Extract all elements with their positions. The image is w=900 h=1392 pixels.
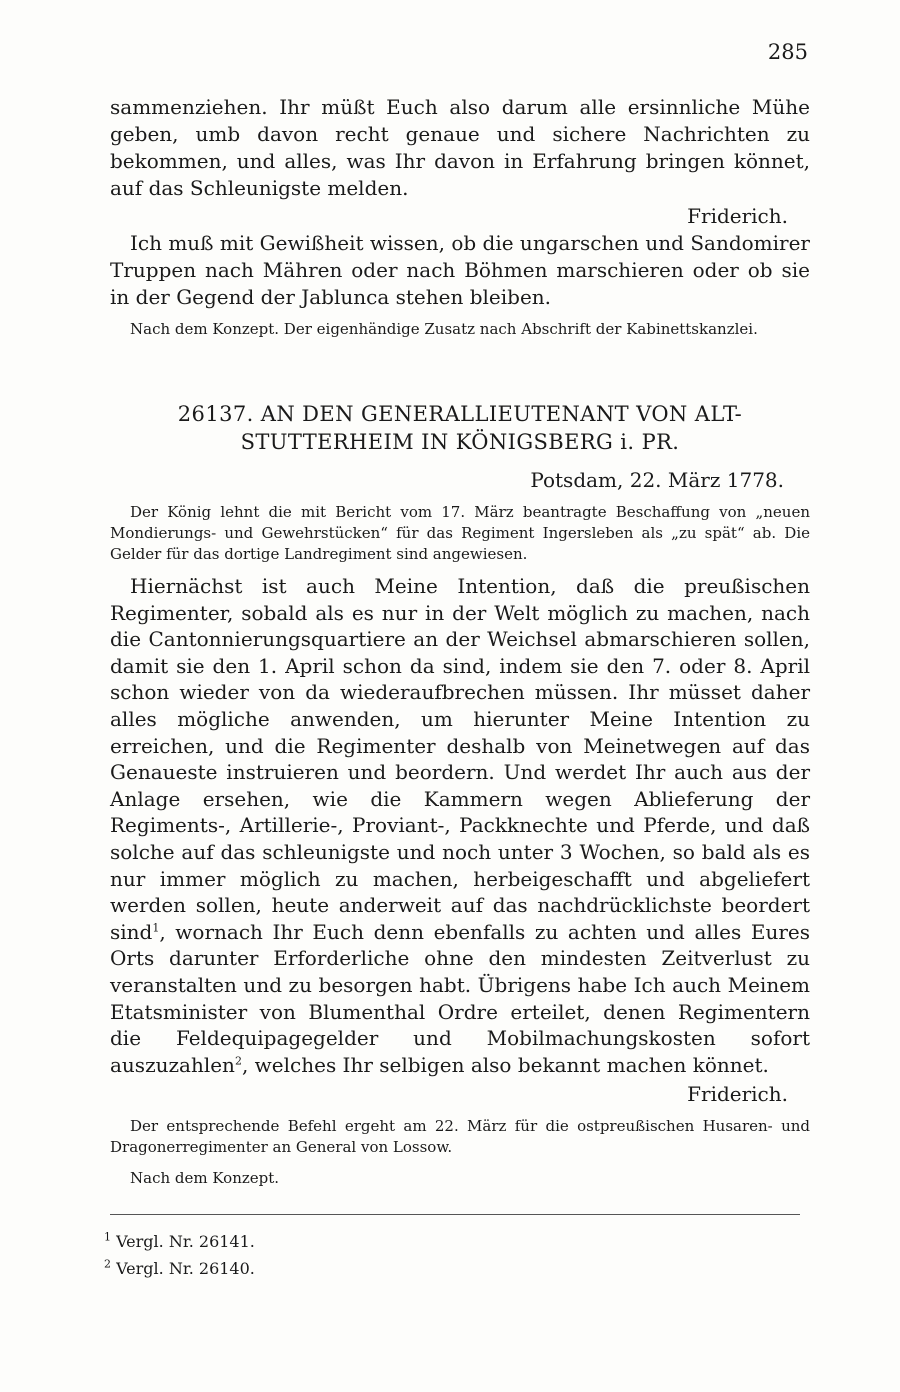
letter-26137 [110,400,810,1189]
source-note: Nach dem Konzept. [130,1169,280,1188]
footnote-rule [110,1214,800,1215]
letter-summary: Der König lehnt die mit Bericht vom 17. März beantragte Beschaffung von „neuen Mondierungs- und Gewehrstücken“ für das Regiment Ingersleben als „zu spät“ ab. Die Gelder für das dortige Landregiment sind angewiesen. [110,503,810,563]
letter-body-part3: , welches Ihr selbigen also bekannt machen könnet. [241,1052,769,1077]
postscript: Ich muß mit Gewißheit wissen, ob die ungarschen und Sandomirer Truppen nach Mähren oder nach Böhmen marschieren oder ob sie in der Gegend der Jablunca stehen bleiben. [110,231,810,309]
signature: Friderich. [687,1082,788,1107]
dateline: Potsdam, 22. März 1778. [530,468,784,492]
footnote-ref-2: 2 [234,1054,242,1068]
order-note: Der entsprechende Befehl ergeht am 22. März für die ostpreußischen Husaren- und Dragonerregimenter an General von Lossow. [110,1117,810,1157]
letter-continuation: sammenziehen. Ihr müßt Euch also darum alle ersinnliche Mühe geben, umb davon recht genaue und sichere Nachrichten zu bekommen, und alles, was Ihr davon in Erfahrung bringen könnet, auf das Schleunigste melden. [110,95,810,200]
footnote-ref-1: 1 [152,921,160,935]
page-number: 285 [767,40,808,64]
signature: Friderich. [687,204,788,228]
letter-heading: 26137. AN DEN GENERALLIEUTENANT VON ALT-STUTTERHEIM IN KÖNIGSBERG i. PR. [177,402,743,454]
footnote: $^2$ Vergl. Nr. 26140. [104,1257,255,1278]
source-note: Nach dem Konzept. Der eigenhändige Zusatz nach Abschrift der Kabinettskanzlei. [130,320,758,338]
footnotes [104,1228,255,1282]
previous-letter [110,94,810,340]
letter-body [110,573,810,1078]
footnote: $^1$ Vergl. Nr. 26141. [104,1230,255,1251]
letter-body-part1: Hiernächst ist auch Meine Intention, daß die preußischen Regimenter, sobald als es nur in der Welt möglich zu machen, nach die Cantonnierungsquartiere an der Weichsel abmarschieren sollen, damit sie den 1. April schon da sind, indem sie den 7. oder 8. April schon wieder von da wiederaufbrechen müssen. Ihr müsset daher alles mögliche anwenden, um hierunter Meine Intention zu erreichen, und die Regimenter deshalb von Meinetwegen auf das Genaueste instruieren und beordern. Und werdet Ihr auch aus der Anlage ersehen, wie die Kammern wegen Ablieferung der Regiments-, Artillerie-, Proviant-, Packknechte und Pferde, und daß solche auf das schleunigste und noch unter 3 Wochen, so bald als es nur immer möglich zu machen, herbeigeschafft und abgeliefert werden sollen, heute anderweit auf das nachdrücklichste beordert sind [110,574,810,944]
letter-body-part2: , wornach Ihr Euch denn ebenfalls zu achten und alles Eures Orts darunter Erforderliche ohne den mindesten Zeitverlust zu veranstalten und zu besorgen habt. Übrigens habe Ich auch Meinem Etatsminister von Blumenthal Ordre erteilet, denen Regimentern die Feldequipagegelder und Mobilmachungskosten sofort auszuzahlen [110,919,810,1077]
